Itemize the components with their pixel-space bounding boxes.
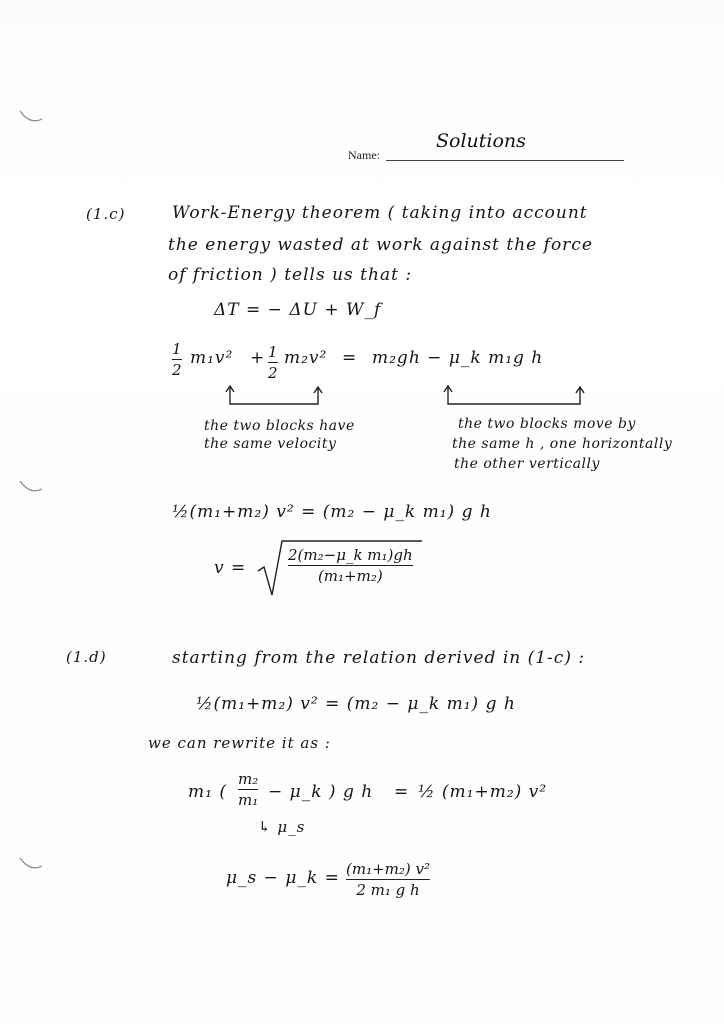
fraction-mass-ratio <box>238 770 258 809</box>
fraction-half: 1 2 <box>268 343 278 382</box>
note-right-line: the two blocks move by <box>458 416 636 432</box>
equation-term: m₂v² <box>284 348 328 368</box>
equation-repeat: ½(m₁+m₂) v² = (m₂ − μ_k m₁) g h <box>196 694 516 714</box>
section-label-1c: (1.c) <box>86 205 126 223</box>
fraction-denominator: (m₁+m₂) <box>317 567 383 585</box>
name-value: Solutions <box>436 130 526 152</box>
bracket-arrows <box>210 384 610 406</box>
equation-equals: = <box>394 782 410 802</box>
equation-rewrite-start: m₁ ( <box>188 782 227 802</box>
note-right-line: the other vertically <box>454 456 600 472</box>
intro-line: Work-Energy theorem ( taking into account <box>172 203 588 223</box>
equation-work-energy: ΔT = − ΔU + W_f <box>214 300 382 320</box>
equation-rewrite-end: − μ_k ) g h <box>268 782 374 802</box>
equation-rhs: m₂gh − μ_k m₁g h <box>372 348 544 368</box>
note-left-line: the same velocity <box>204 436 337 452</box>
punch-hole-mark <box>18 475 44 501</box>
fraction-numerator: (m₁+m₂) v² <box>346 860 431 878</box>
equation-combined: ½(m₁+m₂) v² = (m₂ − μ_k m₁) g h <box>172 502 492 522</box>
equation-rewrite-rhs: ½ (m₁+m₂) v² <box>418 782 548 802</box>
equation-v-lhs: v = <box>214 558 247 578</box>
rewrite-line: we can rewrite it as : <box>148 734 331 752</box>
static-friction-note: ↳ μ_s <box>258 818 306 836</box>
fraction-half: 1 2 <box>172 340 182 379</box>
note-left-line: the two blocks have <box>204 418 355 434</box>
punch-hole-mark <box>18 852 44 878</box>
fraction-numerator: 2(m₂−μ_k m₁)gh <box>288 546 413 564</box>
fraction-denominator: 2 m₁ g h <box>356 881 420 899</box>
name-underline <box>386 160 624 161</box>
equation-equals: = <box>342 348 358 368</box>
name-label: Name: <box>348 148 380 162</box>
intro-line: of friction ) tells us that : <box>168 265 413 285</box>
note-right-line: the same h , one horizontally <box>452 436 673 452</box>
fraction-denominator: m₁ <box>238 791 259 809</box>
equation-final-lhs: μ_s − μ_k = <box>226 868 340 888</box>
equation-plus: + <box>250 348 266 368</box>
fraction-final <box>346 860 430 899</box>
equation-term: m₁v² <box>190 348 234 368</box>
intro-line: the energy wasted at work against the force <box>168 235 593 255</box>
section-label-1d: (1.d) <box>66 648 107 666</box>
punch-hole-mark <box>18 105 44 131</box>
fraction-numerator: m₂ <box>238 770 259 788</box>
intro-line: starting from the relation derived in (1-c) : <box>172 648 586 668</box>
fraction-velocity <box>288 546 413 585</box>
